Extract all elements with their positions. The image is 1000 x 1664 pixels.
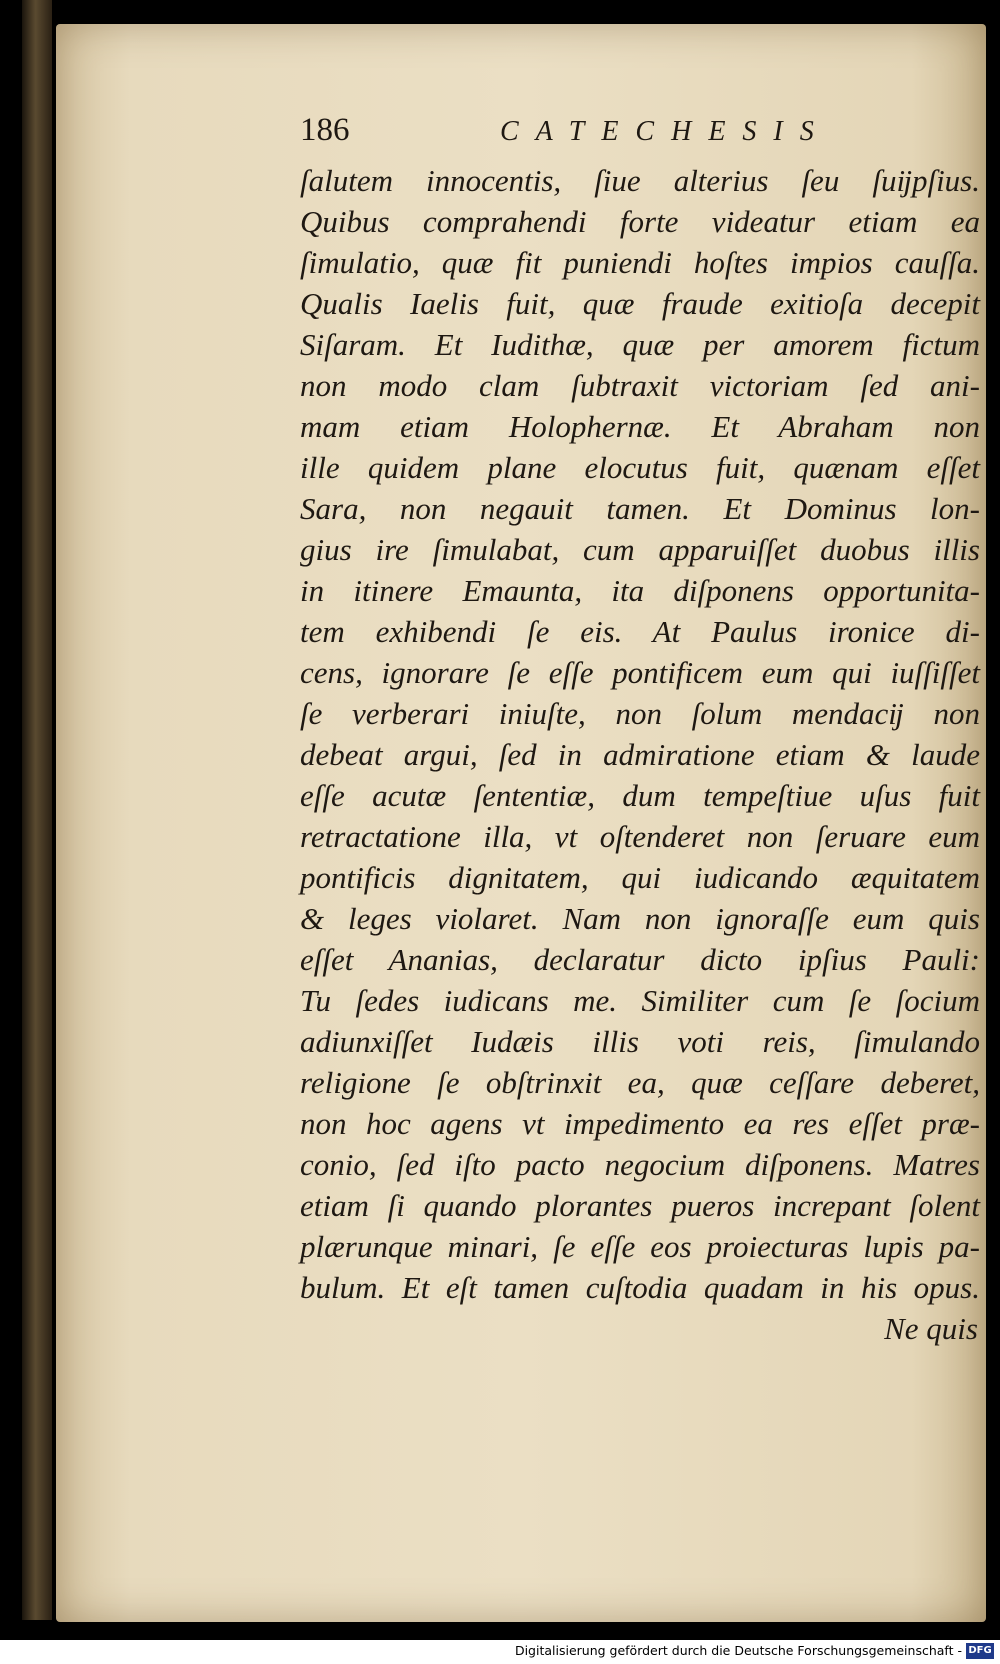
text-line: etiam ſi quando plorantes pueros increpant ſolent [300,1188,980,1223]
text-line: Tu ſedes iudicans me. Similiter cum ſe ſocium [300,983,980,1018]
text-line: Siſaram. Et Iudithæ, quæ per amorem fictum [300,327,980,362]
dfg-logo: DFG [966,1643,994,1659]
text-line: retractatione illa, vt oſtenderet non ſeruare eum [300,819,980,854]
text-line: ille quidem plane elocutus fuit, quænam eſſet [300,450,980,485]
text-line: pontificis dignitatem, qui iudicando æquitatem [300,860,980,895]
text-line: & leges violaret. Nam non ignoraſſe eum quis [300,901,980,936]
text-line: tem exhibendi ſe eis. At Paulus ironice di- [300,614,980,649]
text-line: conio, ſed iſto pacto negocium diſponens. Matres [300,1147,980,1182]
text-line: plærunque minari, ſe eſſe eos proiecturas lupis pa- [300,1229,980,1264]
running-head [300,108,980,160]
text-line: in itinere Emaunta, ita diſponens opportunita- [300,573,980,608]
catchword: Ne quis [884,1311,978,1346]
text-line: ſimulatio, quæ fit puniendi hoſtes impios cauſſa. [300,245,980,280]
book-spine-shadow [22,0,52,1620]
text-line: non hoc agens vt impedimento ea res eſſet præ- [300,1106,980,1141]
funding-credit: Digitalisierung gefördert durch die Deutsche Forschungsgemeinschaft - [514,1643,962,1658]
text-line: eſſe acutæ ſententiæ, dum tempeſtiue uſus fuit [300,778,980,813]
text-line: adiunxiſſet Iudæis illis voti reis, ſimulando [300,1024,980,1059]
body-text [300,160,980,1308]
text-line: Sara, non negauit tamen. Et Dominus lon- [300,491,980,526]
text-line: Qualis Iaelis fuit, quæ fraude exitioſa decepit [300,286,980,321]
footer-bar [0,1640,1000,1664]
running-head-title: CATECHESIS [500,116,831,147]
text-line: gius ire ſimulabat, cum apparuiſſet duobus illis [300,532,980,567]
page-number: 186 [300,112,350,148]
text-line: cens, ignorare ſe eſſe pontificem eum qui iuſſiſſet [300,655,980,690]
text-line: debeat argui, ſed in admiratione etiam & laude [300,737,980,772]
text-line: religione ſe obſtrinxit ea, quæ ceſſare deberet, [300,1065,980,1100]
text-line: bulum. Et eſt tamen cuſtodia quadam in his opus. [300,1270,980,1305]
text-line: mam etiam Holophernæ. Et Abraham non [300,409,980,444]
book-page [56,24,986,1622]
text-line: ſe verberari iniuſte, non ſolum mendacĳ non [300,696,980,731]
text-line: eſſet Ananias, declaratur dicto ipſius Pauli: [300,942,980,977]
text-line: Quibus comprahendi forte videatur etiam ea [300,204,980,239]
text-line: ſalutem innocentis, ſiue alterius ſeu ſuĳpſius. [300,163,980,198]
text-line: non modo clam ſubtraxit victoriam ſed ani- [300,368,980,403]
page-content [300,108,980,1349]
